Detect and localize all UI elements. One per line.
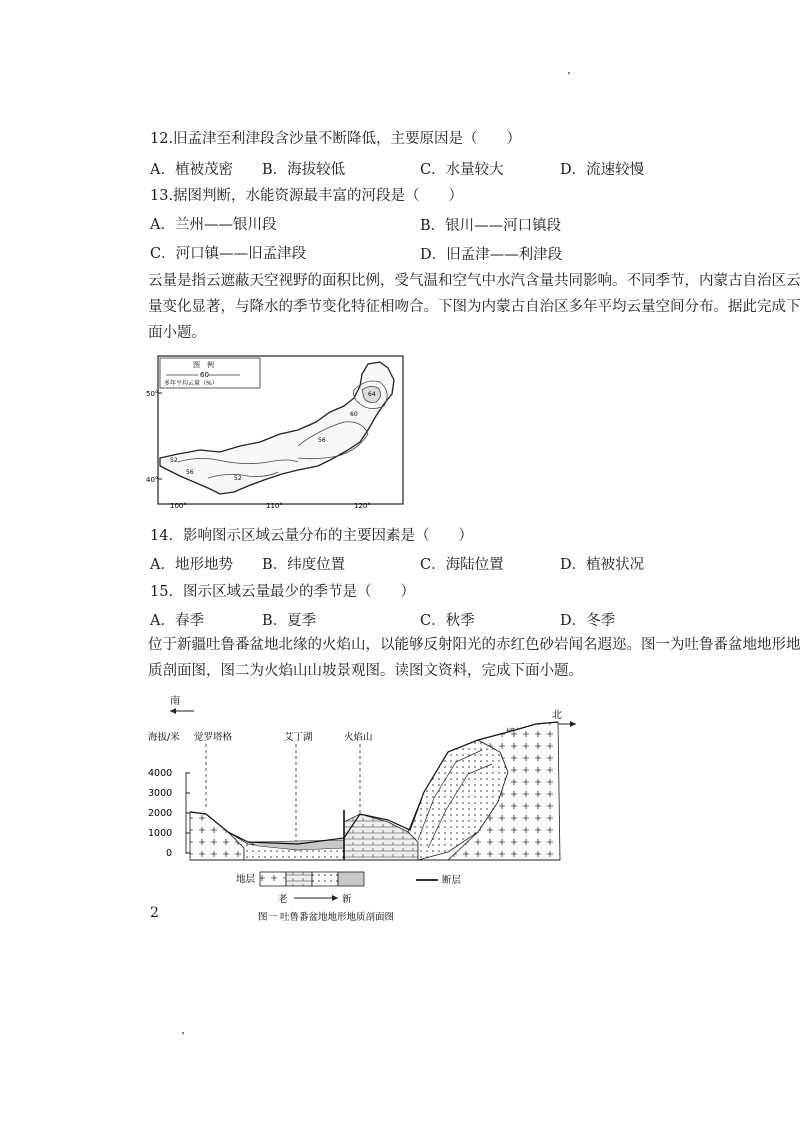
map-lat-label: 50° — [146, 390, 159, 398]
passage-cloud-cover: 云量是指云遮蔽天空视野的面积比例，受气温和空气中水汽含量共同影响。不同季节，内蒙古自治区云量变化显著，与降水的季节变化特征相吻合。下图为内蒙古自治区多年平均云量空间分布。据此完成下面小题。 — [148, 273, 801, 341]
map-lat-label: 40° — [146, 476, 159, 484]
question-12-option-d: D．流速较慢 — [560, 162, 645, 178]
contour-label: 52 — [170, 457, 178, 464]
page-number: 2 — [150, 905, 159, 921]
scan-speck — [182, 1032, 184, 1034]
passage-flaming-mountains: 位于新疆吐鲁番盆地北缘的火焰山，以能够反射阳光的赤红色砂岩闻名遐迩。图一为吐鲁番盆地地形地质剖面图，图二为火焰山山坡景观图。读图文资料，完成下面小题。 — [148, 637, 801, 679]
place-label-aydingkol-lake: 艾丁湖 — [284, 732, 313, 743]
question-14-option-a: A．地形地势 — [150, 557, 233, 573]
legend-strata-label: 地层 — [236, 874, 256, 885]
question-12-option-b: B．海拔较低 — [262, 162, 346, 178]
question-13-option-b: B．银川——河口镇段 — [420, 218, 562, 234]
legend-new-label: 新 — [342, 894, 352, 905]
contour-label: 56 — [318, 437, 326, 444]
question-12-stem: 12.旧孟津至利津段含沙量不断降低，主要原因是（ ） — [150, 131, 522, 147]
figure-caption: 图一 吐鲁番盆地地形地质剖面图 — [258, 912, 395, 923]
question-14-stem: 14．影响图示区域云量分布的主要因素是（ ） — [150, 528, 473, 544]
scan-speck — [568, 72, 570, 74]
y-axis-title: 海拔/米 — [148, 732, 180, 743]
cloud-cover-map — [148, 350, 408, 512]
map-lon-label: 100° — [170, 502, 187, 510]
y-tick-label: 3000 — [148, 788, 173, 799]
question-13-option-d: D．旧孟津——利津段 — [420, 247, 563, 263]
place-label-flaming-mountains: 火焰山 — [344, 732, 373, 743]
question-15-stem: 15．图示区域云量最少的季节是（ ） — [150, 584, 415, 600]
legend-fault-label: 断层 — [442, 875, 462, 886]
contour-label: 60 — [350, 411, 358, 418]
question-15-option-b: B．夏季 — [262, 613, 317, 629]
place-label-jueluotage: 觉罗塔格 — [194, 732, 233, 743]
arrow-right-icon — [332, 895, 338, 901]
map-lon-label: 120° — [354, 502, 371, 510]
y-tick-label: 2000 — [148, 808, 173, 819]
map-legend-value: 60 — [200, 371, 209, 379]
map-lon-label: 110° — [266, 502, 283, 510]
question-12-option-a: A．植被茂密 — [150, 162, 233, 178]
y-tick-label: 4000 — [148, 768, 173, 779]
legend-swatch — [286, 872, 312, 886]
legend-swatch — [338, 872, 364, 886]
legend-swatch — [312, 872, 338, 886]
contour-label: 52 — [234, 475, 242, 482]
question-15-option-d: D．冬季 — [560, 613, 616, 629]
question-14-option-d: D．植被状况 — [560, 557, 645, 573]
map-legend-desc: 多年平均云量（%） — [164, 380, 218, 387]
arrow-left-icon — [170, 708, 176, 714]
question-14-option-b: B．纬度位置 — [262, 557, 346, 573]
turpan-basin-profile — [148, 692, 588, 936]
y-tick-label: 1000 — [148, 828, 173, 839]
question-13-stem: 13.据图判断，水能资源最丰富的河段是（ ） — [150, 188, 464, 204]
question-15-option-c: C．秋季 — [420, 613, 475, 629]
map-legend-title: 图 例 — [193, 361, 214, 369]
y-tick-label: 0 — [166, 848, 173, 859]
question-14-option-c: C．海陆位置 — [420, 557, 504, 573]
arrow-right-icon — [570, 721, 576, 727]
legend-old-label: 老 — [278, 894, 288, 905]
question-13-option-a: A．兰州——银川段 — [150, 217, 277, 233]
contour-label: 64 — [368, 391, 376, 398]
contour-label: 56 — [186, 469, 194, 476]
question-13-option-c: C．河口镇——旧孟津段 — [150, 246, 307, 262]
question-15-option-a: A．春季 — [150, 613, 204, 629]
question-12-option-c: C．水量较大 — [420, 162, 504, 178]
legend-swatch — [260, 872, 286, 886]
south-label: 南 — [170, 696, 180, 707]
north-label: 北 — [552, 710, 562, 721]
